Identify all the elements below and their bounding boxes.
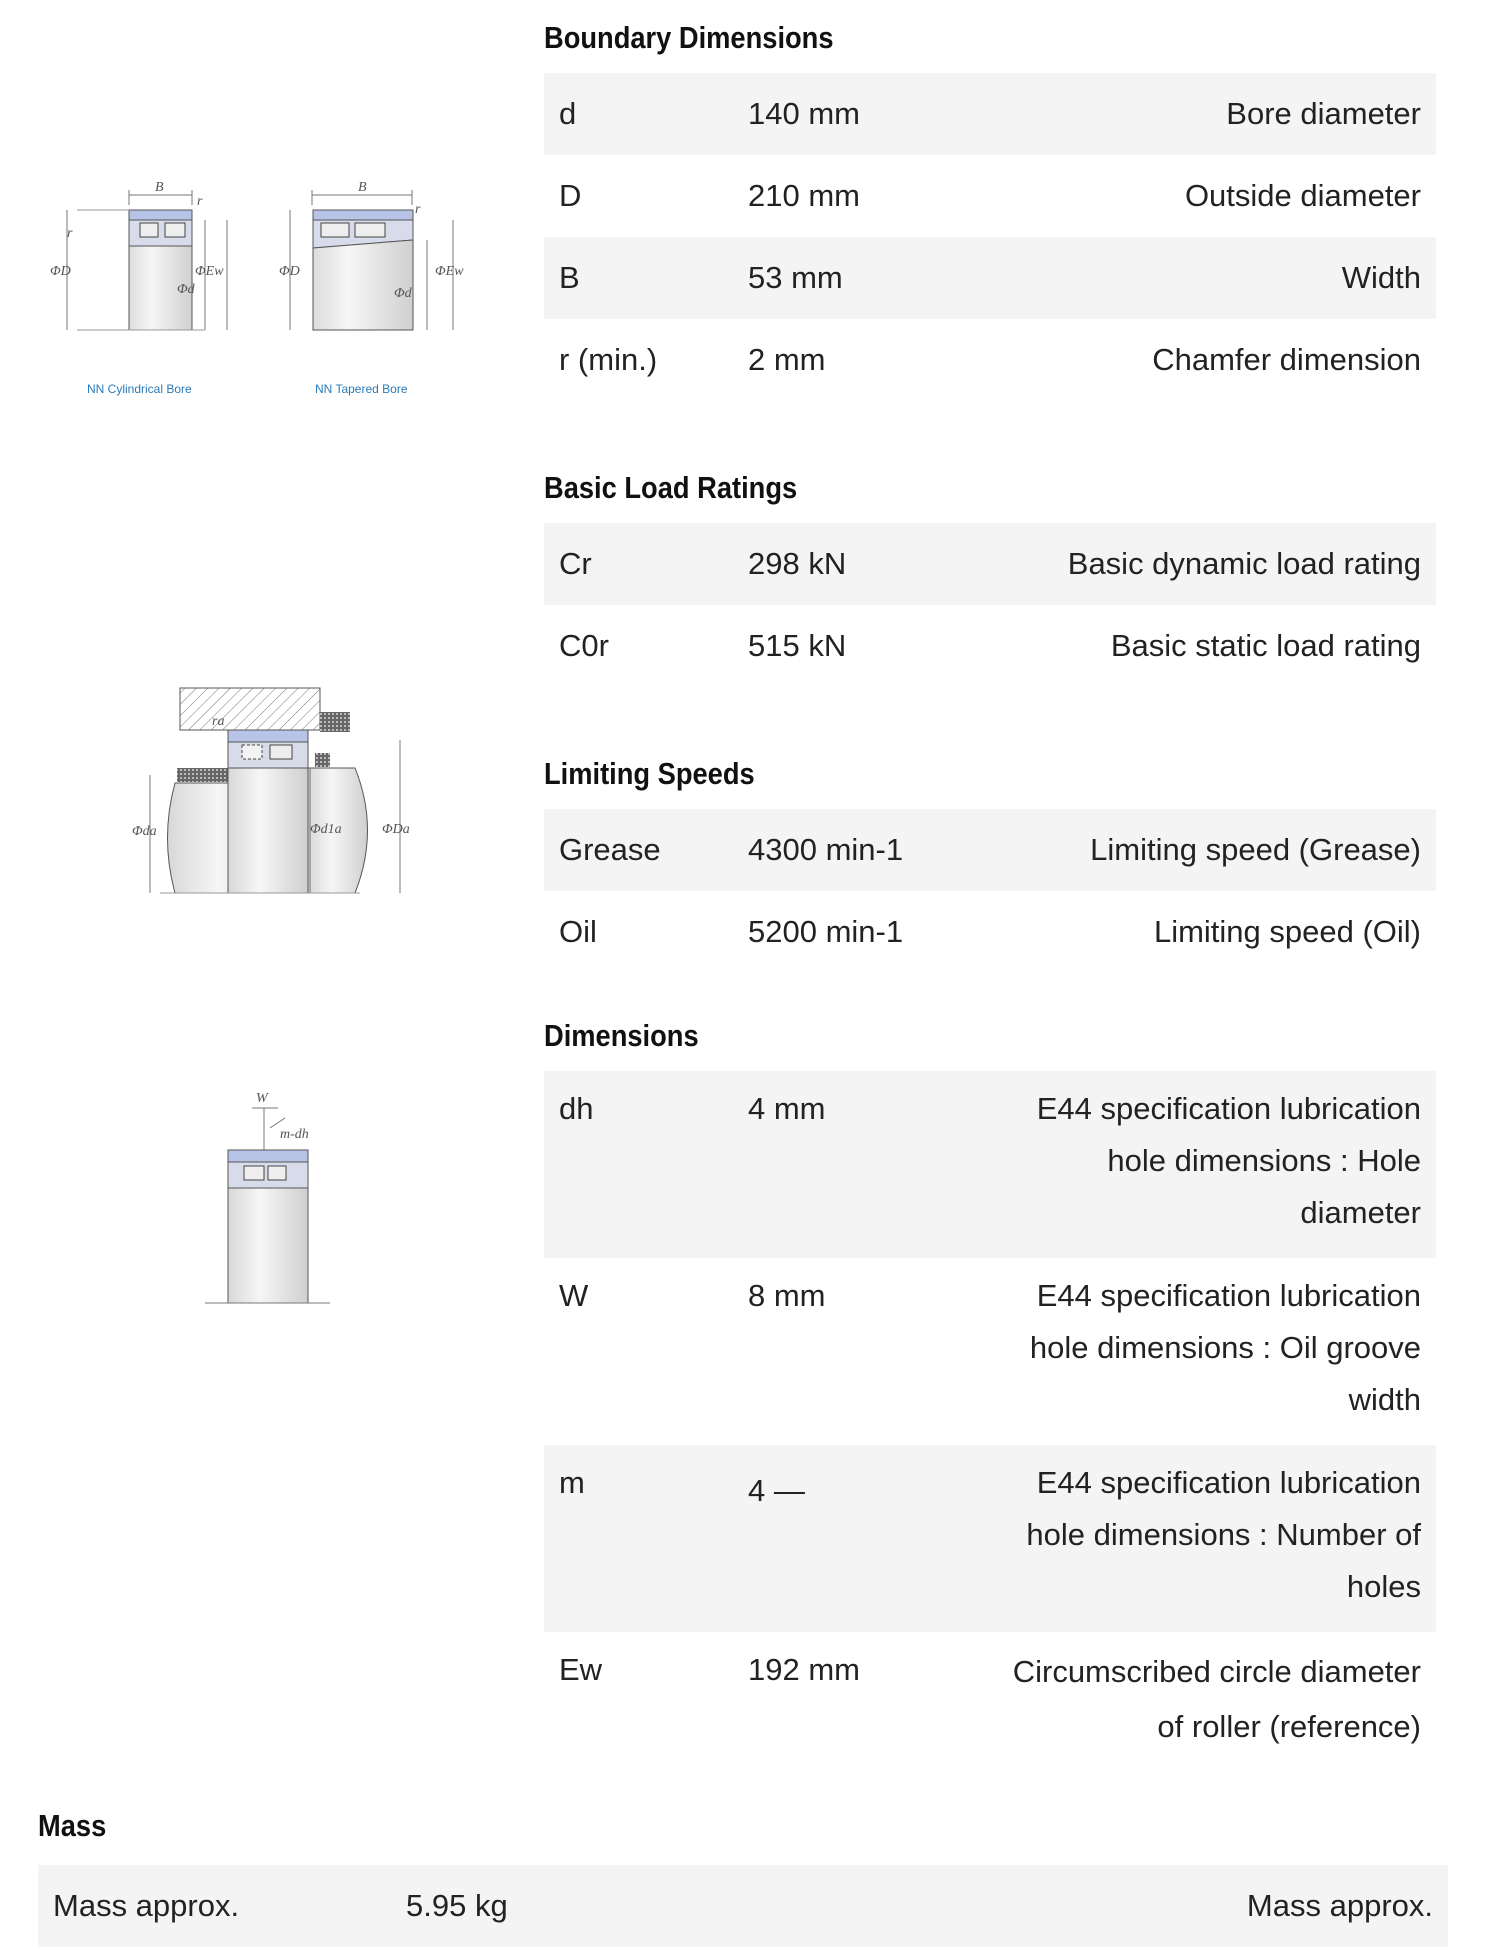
mass-description: Mass approx. — [1246, 1888, 1433, 1923]
dim-d-inner-label: Φd — [177, 282, 195, 297]
section-title-mass: Mass — [38, 1808, 107, 1843]
tapered-bore-drawing — [279, 180, 464, 396]
dim-r-label: r — [197, 194, 203, 209]
table-row: C0r 515 kN Basic static load rating — [559, 628, 1421, 663]
dim-mdh-label: m-dh — [280, 1127, 309, 1142]
mounting-dimensions-diagram — [120, 685, 440, 905]
load-ratings-table — [544, 523, 1436, 687]
table-row: Grease 4300 min-1 Limiting speed (Grease) — [544, 809, 1436, 891]
dim-da-outer-label: ΦDa — [382, 822, 410, 837]
table-row: r (min.) 2 mm Chamfer dimension — [559, 342, 1421, 377]
bearing-bore-diagrams — [50, 175, 465, 400]
svg-text:ΦEw: ΦEw — [435, 264, 464, 279]
dim-w-label: W — [256, 1091, 268, 1106]
dim-b-label: B — [155, 180, 164, 195]
cylindrical-bore-drawing — [50, 180, 227, 396]
table-row: B 53 mm Width — [544, 237, 1436, 319]
section-title-dimensions: Dimensions — [544, 1018, 699, 1053]
dim-ew-label: ΦEw — [195, 264, 224, 279]
table-row: W 8 mm E44 specification lubrication hole dimensions : Oil groove width — [559, 1278, 1421, 1417]
table-row: Oil 5200 min-1 Limiting speed (Oil) — [559, 914, 1421, 949]
section-title-load-ratings: Basic Load Ratings — [544, 470, 798, 505]
table-row: m 4 — E44 specification lubrication hole dimensions : Number of holes — [544, 1445, 1436, 1632]
mass-value: 5.95 kg — [406, 1888, 508, 1923]
table-row: Cr 298 kN Basic dynamic load rating — [544, 523, 1436, 605]
table-row: Ew 192 mm Circumscribed circle diameter of roller (reference) — [559, 1652, 1421, 1744]
table-row: D 210 mm Outside diameter — [559, 178, 1421, 213]
svg-text:r: r — [67, 226, 73, 241]
caption-cylindrical-bore: NN Cylindrical Bore — [87, 382, 192, 396]
dim-ra-label: ra — [212, 714, 225, 729]
table-row: dh 4 mm E44 specification lubrication hole dimensions : Hole diameter — [544, 1071, 1436, 1258]
oil-groove-diagram — [200, 1088, 360, 1318]
limiting-speeds-table — [544, 809, 1436, 973]
section-title-limiting-speeds: Limiting Speeds — [544, 756, 755, 791]
svg-text:Φd: Φd — [394, 286, 412, 301]
table-row: d 140 mm Bore diameter — [544, 73, 1436, 155]
dimensions-table — [544, 1071, 1436, 1767]
mass-label: Mass approx. — [53, 1888, 240, 1923]
caption-tapered-bore: NN Tapered Bore — [315, 382, 408, 396]
dim-d-outer-label: ΦD — [50, 264, 71, 279]
dim-d1a-label: Φd1a — [310, 822, 342, 837]
dim-da-label: Φda — [132, 824, 157, 839]
section-title-boundary: Boundary Dimensions — [544, 20, 834, 55]
mass-row — [38, 1865, 1448, 1947]
svg-text:B: B — [358, 180, 367, 195]
boundary-dimensions-table — [544, 73, 1436, 401]
svg-text:ΦD: ΦD — [279, 264, 300, 279]
svg-text:r: r — [415, 202, 421, 217]
